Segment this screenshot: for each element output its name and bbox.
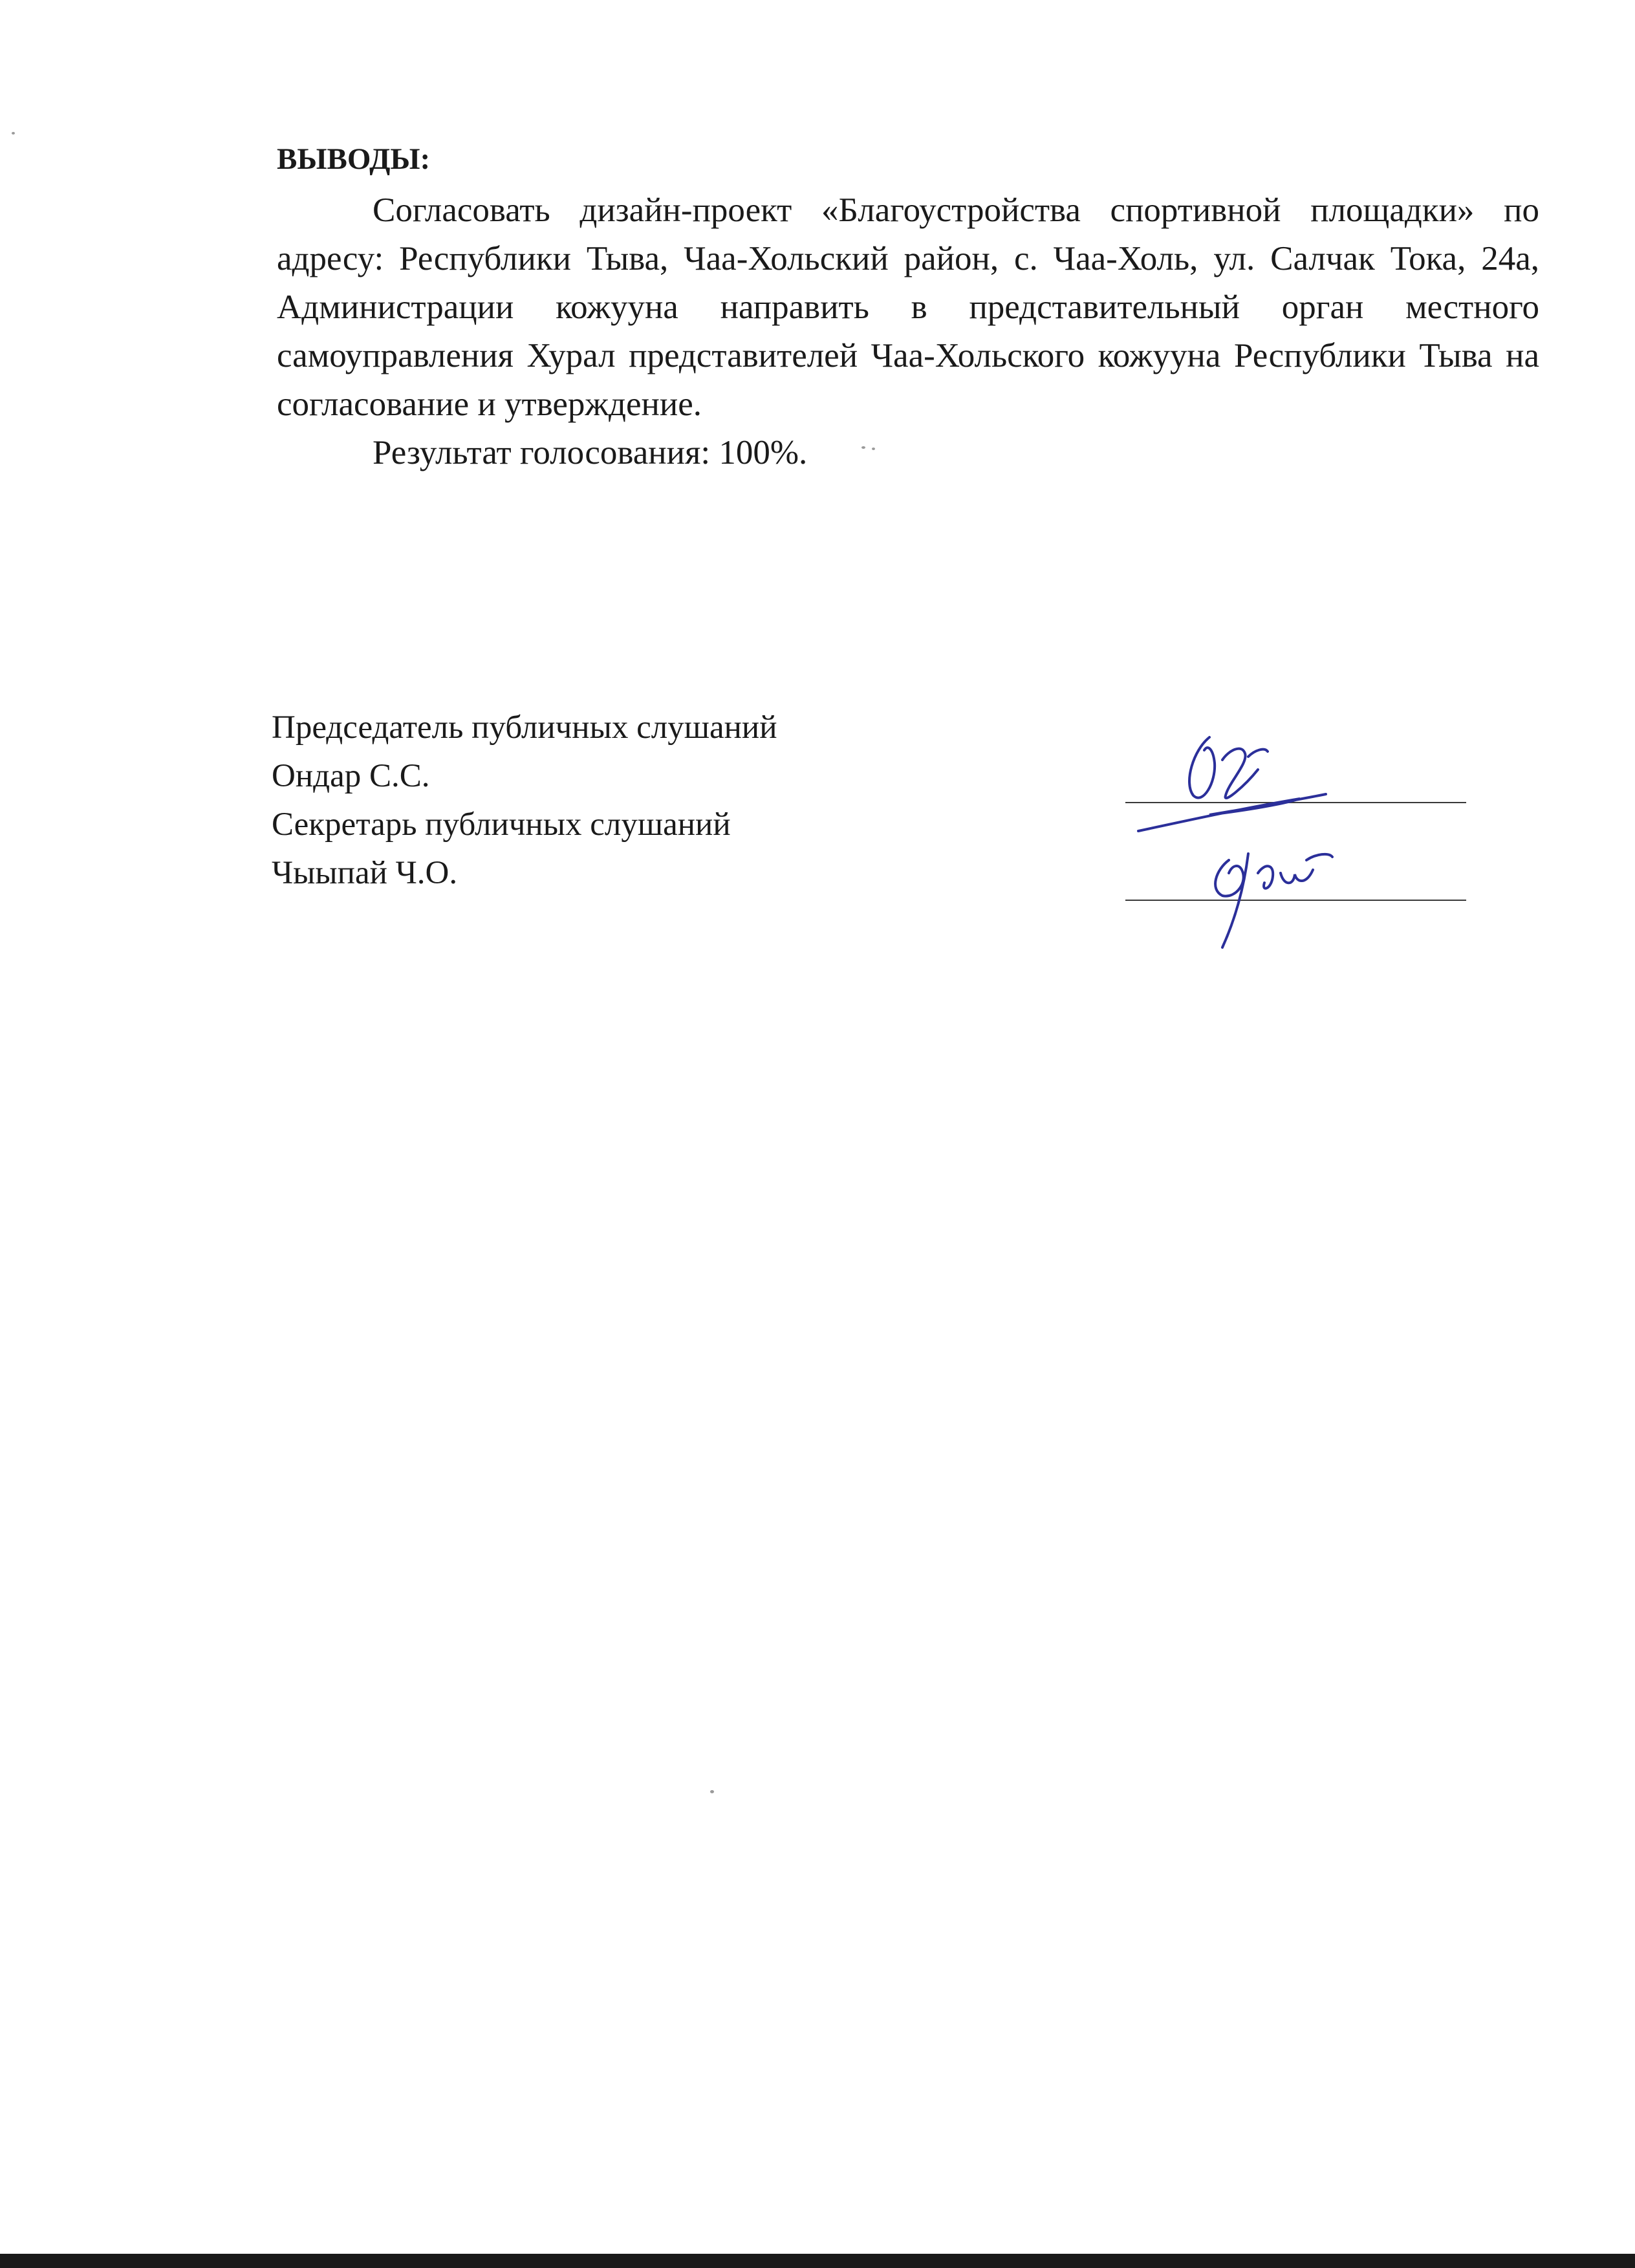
scan-speck [861, 446, 865, 449]
secretary-signature [1203, 834, 1358, 951]
chair-title: Председатель публичных слушаний [272, 709, 777, 746]
scan-speck [710, 1790, 714, 1793]
secretary-name: Чыыпай Ч.О. [272, 855, 458, 891]
chair-signature [1132, 724, 1345, 841]
conclusion-paragraph: Согласовать дизайн-проект «Благоустройства спортивной площадки» по адресу: Республики Тыва, Чаа-Хольский район, с. Чаа-Холь, ул. Салчак Тока, 24а, Администрации кожууна направить в представительный орган местного самоуправления Хурал представителей Чаа-Хольского кожууна Республики Тыва на согласование и утверждение. [277, 191, 1539, 423]
chair-name: Ондар С.С. [272, 758, 430, 794]
voting-result: Результат голосования: 100%. [373, 434, 808, 471]
scan-speck [872, 448, 875, 450]
scan-speck [12, 132, 15, 135]
conclusions-heading: ВЫВОДЫ: [277, 142, 431, 176]
scan-bottom-edge [0, 2254, 1635, 2268]
signers-block [272, 704, 777, 898]
secretary-title: Секретарь публичных слушаний [272, 806, 731, 843]
conclusions-body [277, 186, 1539, 477]
